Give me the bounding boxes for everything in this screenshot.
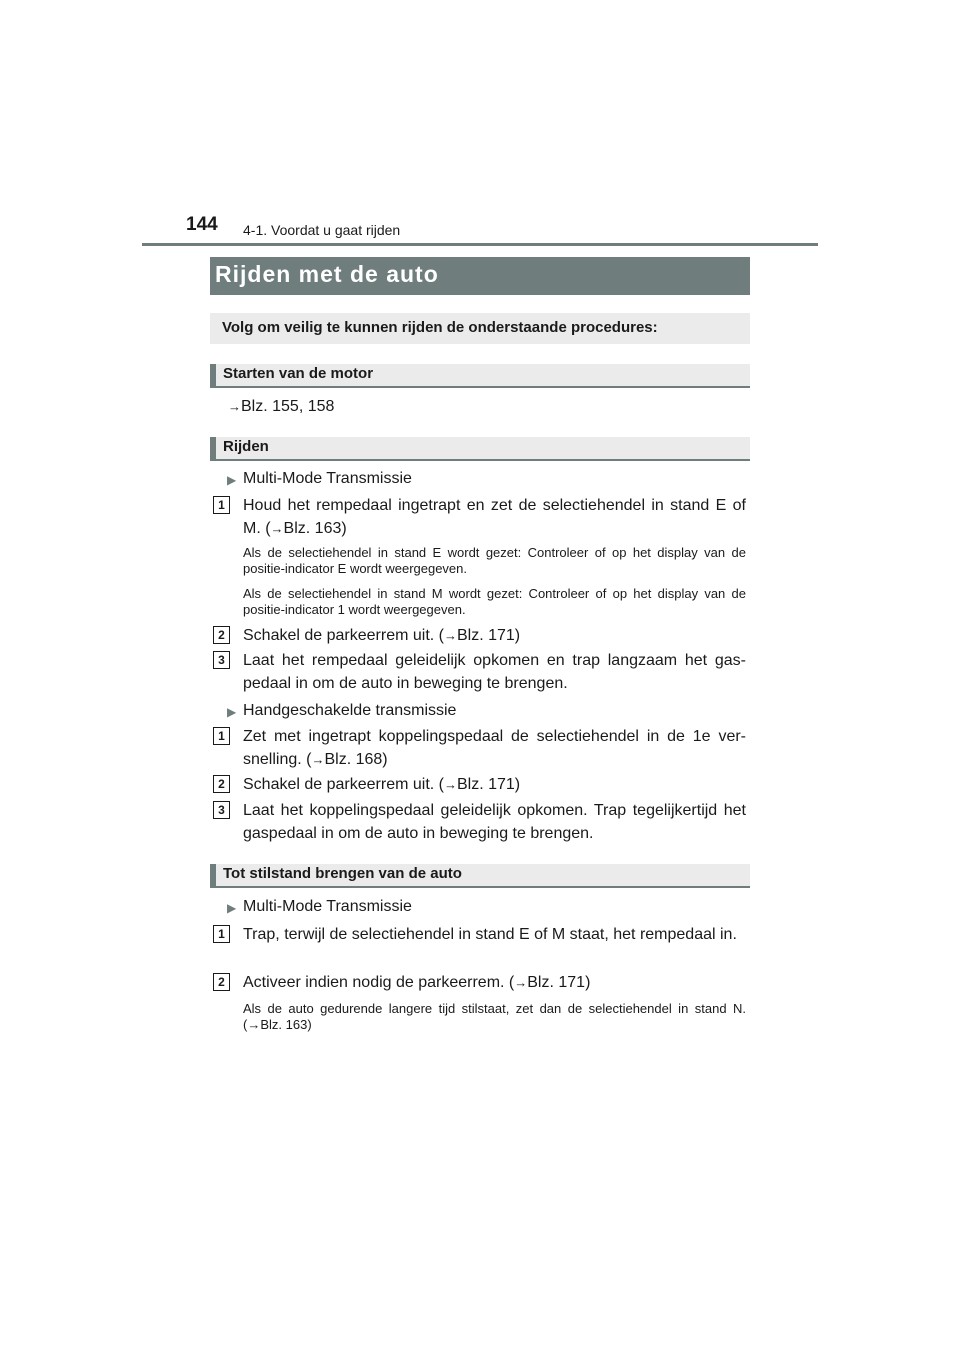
reference-link[interactable]: Blz. 155, 158 (241, 398, 335, 415)
mmt-label: Multi-Mode Transmissie (243, 470, 412, 487)
section-label: 4-1. Voordat u gaat rijden (243, 222, 401, 238)
step-text: Schakel de parkeerrem uit. (→Blz. 171) (243, 627, 521, 644)
mmt-label: Multi-Mode Transmissie (243, 898, 412, 915)
arrow-icon: → (443, 777, 457, 792)
page-header (186, 214, 826, 244)
manual-label: Handgeschakelde transmissie (243, 702, 457, 719)
note-text: Als de auto gedurende langere tijd stilstaat, zet dan de selectiehendel in stand N. (→Blz. 163) (243, 1001, 746, 1032)
page-title: Rijden met de auto (215, 261, 439, 287)
header-divider (142, 243, 818, 246)
step-number-2: 2 (213, 775, 230, 793)
arrow-icon: → (247, 1017, 261, 1032)
reference-link[interactable]: Blz. 171) (527, 974, 591, 991)
reference-link[interactable]: Blz. 168) (324, 751, 388, 768)
triangle-bullet-icon: ▶ (227, 473, 237, 487)
step-text: Activeer indien nodig de parkeerrem. (→Blz. 171) (243, 974, 591, 991)
note-text: Als de selectiehendel in stand M wordt gezet: Controleer of op het display van de positie-indicator 1 wordt weergegeven. (243, 586, 746, 617)
reference-link[interactable]: Blz. 171) (456, 627, 521, 644)
triangle-bullet-icon: ▶ (227, 705, 237, 719)
subheading-stopping (210, 864, 750, 888)
subheading-label: Rijden (223, 438, 269, 455)
subheading-label: Starten van de motor (223, 365, 374, 382)
reference-link[interactable]: Blz. 171) (456, 776, 521, 793)
arrow-icon: → (443, 628, 457, 643)
step-number-3: 3 (213, 801, 230, 819)
step-number-3: 3 (213, 651, 230, 669)
start-reference (228, 395, 334, 418)
step-number-1: 1 (213, 727, 230, 745)
step-number-1: 1 (213, 925, 230, 943)
note-text: Als de selectiehendel in stand E wordt gezet: Controleer of op het display van de positie-indicator E wordt weergegeven. (243, 545, 746, 576)
step-number-1: 1 (213, 496, 230, 514)
step-text: Houd het rempedaal ingetrapt en zet de selectiehendel in stand E of M. (→Blz. 163) (243, 497, 746, 537)
step-text: Trap, terwijl de selectiehendel in stand E of M staat, het rempedaal in. (243, 926, 737, 943)
reference-link[interactable]: Blz. 163) (283, 520, 347, 537)
arrow-icon: → (228, 399, 241, 414)
triangle-bullet-icon: ▶ (227, 901, 237, 915)
page-title-bar (210, 257, 750, 295)
arrow-icon: → (270, 521, 284, 536)
step-text: Laat het koppelingspedaal geleidelijk opkomen. Trap tegelijkertijd het gaspedaal in om de auto in beweging te brengen. (243, 802, 746, 842)
step-number-2: 2 (213, 973, 230, 991)
step-text: Schakel de parkeerrem uit. (→Blz. 171) (243, 776, 521, 793)
reference-link[interactable]: Blz. 163) (260, 1017, 312, 1032)
subheading-start-engine (210, 364, 750, 388)
page-number: 144 (186, 214, 218, 235)
step-number-2: 2 (213, 626, 230, 644)
intro-box (210, 313, 750, 344)
step-text: Laat het rempedaal geleidelijk opkomen en trap langzaam het gas-pedaal in om de auto in beweging te brengen. (243, 652, 746, 692)
intro-text: Volg om veilig te kunnen rijden de onderstaande procedures: (222, 319, 658, 336)
subheading-driving (210, 437, 750, 461)
subheading-label: Tot stilstand brengen van de auto (223, 865, 462, 882)
arrow-icon: → (514, 975, 528, 990)
arrow-icon: → (311, 752, 325, 767)
step-text: Zet met ingetrapt koppelingspedaal de selectiehendel in de 1e ver-snelling. (→Blz. 168) (243, 728, 746, 768)
